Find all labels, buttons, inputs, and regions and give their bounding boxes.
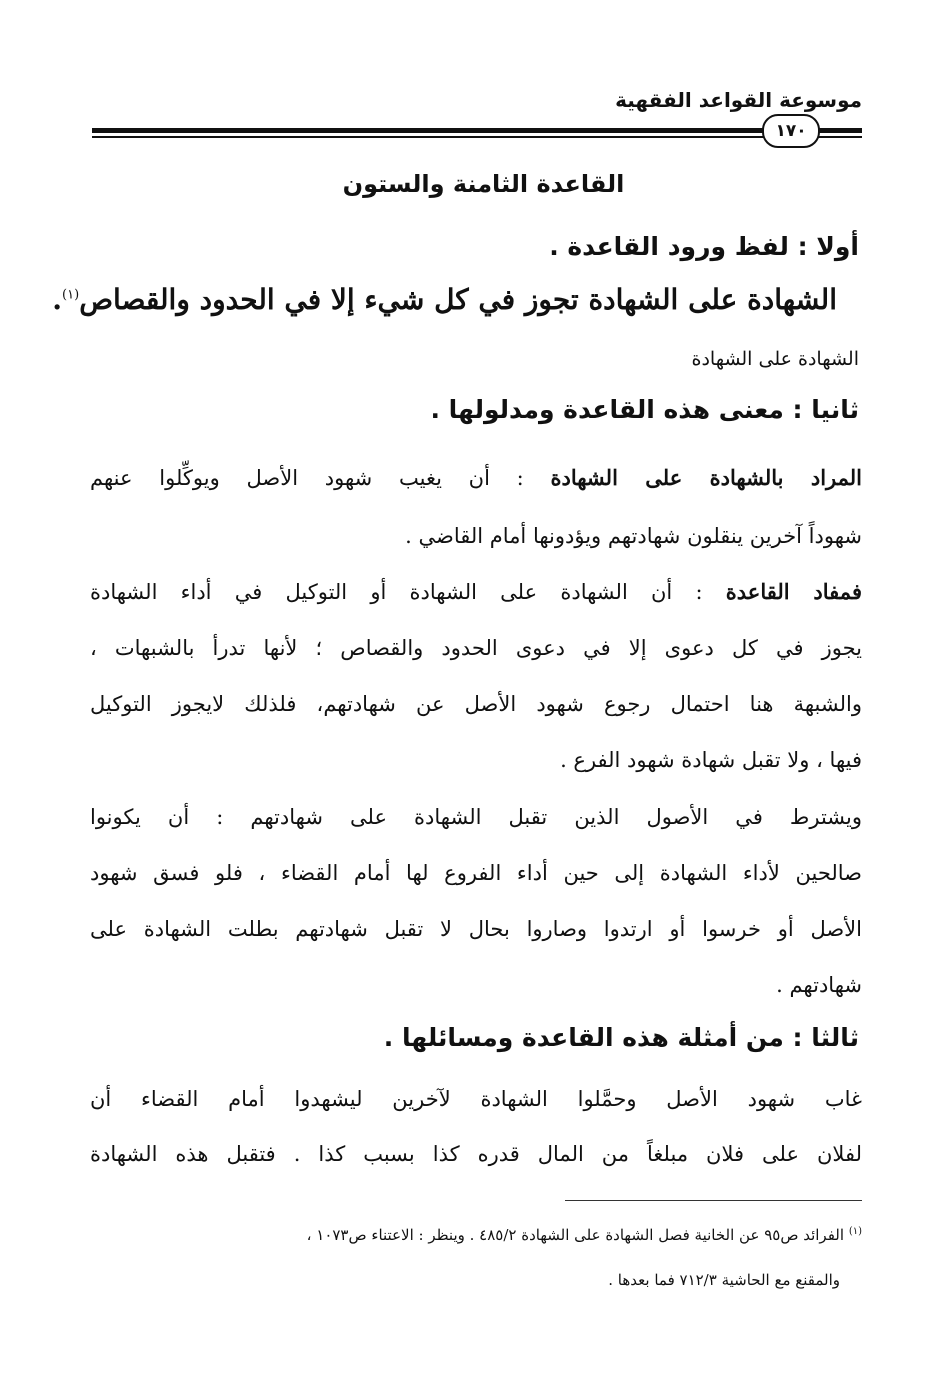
section-heading-third: ثالثا : من أمثلة هذه القاعدة ومسائلها .	[383, 1023, 859, 1052]
paragraph-line: صالحين لأداء الشهادة إلى حين أداء الفروع لها أمام القضاء ، فلو فسق شهود	[90, 861, 862, 885]
lead-term: المراد بالشهادة على الشهادة	[550, 465, 862, 490]
lead-term: فمفاد القاعدة	[725, 579, 862, 604]
paragraph-line: فيها ، ولا تقبل شهادة شهود الفرع .	[560, 748, 862, 772]
paragraph-line: شهادتهم .	[776, 973, 862, 997]
paragraph-line	[90, 572, 862, 612]
line-text: : أن الشهادة على الشهادة أو التوكيل في أداء الشهادة	[90, 580, 726, 604]
rule-statement-end: .	[52, 283, 63, 316]
rule-statement	[52, 283, 837, 316]
paragraph-line: والشبهة هنا احتمال رجوع شهود الأصل عن شهادتهم، فلذلك لايجوز التوكيل	[90, 692, 862, 716]
rule-category: الشهادة على الشهادة	[691, 348, 859, 370]
paragraph-line	[90, 458, 862, 498]
paragraph-line: يجوز في كل دعوى إلا في دعوى الحدود والقصاص ؛ لأنها تدرأ بالشبهات ،	[90, 636, 862, 660]
footnote-line: والمقنع مع الحاشية ٧١٢/٣ فما بعدها .	[608, 1271, 840, 1289]
footnote-text: الفرائد ص٩٥ عن الخانية فصل الشهادة على الشهادة ٤٨٥/٢ . وينظر : الاعتناء ص١٠٧٣ ،	[306, 1226, 849, 1244]
series-title: موسوعة القواعد الفقهية	[615, 88, 862, 112]
line-text: : أن يغيب شهود الأصل ويوكِّلوا عنهم	[90, 466, 551, 490]
paragraph-line: ويشترط في الأصول الذين تقبل الشهادة على شهادتهم : أن يكونوا	[90, 805, 862, 829]
rule-title: القاعدة الثامنة والستون	[342, 170, 625, 198]
footnote-marker: (١)	[848, 1226, 862, 1237]
footnote-line	[100, 1218, 862, 1249]
section-heading-first: أولا : لفظ ورود القاعدة .	[549, 232, 859, 261]
footnote-separator	[565, 1200, 862, 1201]
footnote-reference: (١)	[62, 287, 80, 303]
paragraph-line: غاب شهود الأصل وحمَّلوا الشهادة لآخرين ليشهدوا أمام القضاء أن	[90, 1087, 862, 1111]
header-rule-thin	[92, 136, 862, 138]
paragraph-line: لفلان على فلان مبلغاً من المال قدره كذا بسبب كذا . فتقبل هذه الشهادة	[90, 1142, 862, 1166]
paragraph-line: شهوداً آخرين ينقلون شهادتهم ويؤدونها أمام القاضي .	[405, 524, 862, 548]
page-number: ١٧٠	[762, 114, 820, 148]
paragraph-line: الأصل أو خرسوا أو ارتدوا وصاروا بحال لا تقبل شهادتهم بطلت الشهادة على	[90, 917, 862, 941]
header-rule-thick	[92, 128, 862, 133]
running-header	[92, 88, 862, 148]
rule-statement-text: الشهادة على الشهادة تجوز في كل شيء إلا في الحدود والقصاص	[79, 283, 837, 316]
section-heading-second: ثانيا : معنى هذه القاعدة ومدلولها .	[430, 395, 859, 424]
